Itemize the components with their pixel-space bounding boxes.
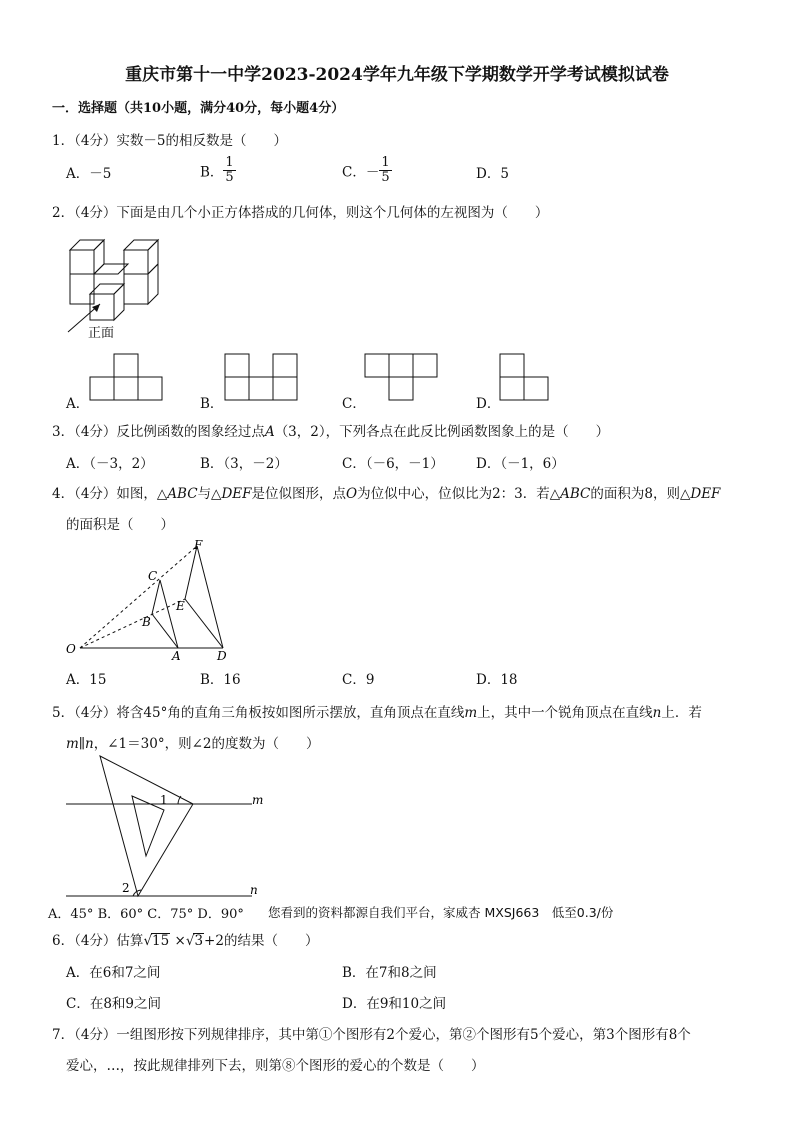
question-5-line2: m∥n，∠1＝30°，则∠2的度数为（ ） xyxy=(66,736,320,752)
q2-option-d: D． xyxy=(476,396,501,412)
q2-option-a-figure xyxy=(90,353,165,401)
q4-option-a: A．15 xyxy=(66,672,107,688)
q4-label-o: O xyxy=(66,642,76,656)
q5-line-m-label: m xyxy=(252,793,264,807)
q4-label-b: B xyxy=(142,615,151,629)
q3-option-b: B．（3，－2） xyxy=(200,456,288,472)
q6-option-c: C．在8和9之间 xyxy=(66,996,162,1012)
q4-label-d: D xyxy=(217,649,227,663)
q3-option-d: D．（－1，6） xyxy=(476,456,565,472)
q5-line-n-label: n xyxy=(250,883,258,897)
q4-label-f: F xyxy=(194,538,203,552)
q6-option-d: D．在9和10之间 xyxy=(342,996,447,1012)
q4-option-b: B．16 xyxy=(200,672,241,688)
q2-cube-figure xyxy=(60,232,170,344)
q6-option-b: B．在7和8之间 xyxy=(342,965,437,981)
question-4-line2: 的面积是（ ） xyxy=(66,517,174,533)
q4-label-a: A xyxy=(172,649,181,663)
q1-option-c: C．－ $\frac{1}{5}$ xyxy=(342,155,390,185)
q5-angle-1-label: 1 xyxy=(160,793,168,807)
q4-label-e: E xyxy=(176,599,185,613)
question-5: 5．（4分）将含45°角的直角三角板按如图所示摆放，直角顶点在直线m上，其中一个锐角顶点在直线n上．若 xyxy=(52,705,702,721)
question-2: 2．（4分）下面是由几个小正方体搭成的几何体，则这个几何体的左视图为（ ） xyxy=(52,205,549,221)
q5-set-square-figure xyxy=(60,752,270,902)
q2-option-b: B． xyxy=(200,396,224,412)
q2-option-d-figure xyxy=(500,353,550,401)
q4-similar-triangles-figure xyxy=(60,538,250,663)
q2-option-a: A． xyxy=(66,396,90,412)
q4-option-c: C．9 xyxy=(342,672,375,688)
question-1: 1．（4分）实数－5的相反数是（ ） xyxy=(52,133,288,149)
question-4: 4．（4分）如图，△ABC与△DEF是位似图形，点O为位似中心，位似比为2：3．若△ABC的面积为8，则△DEF xyxy=(52,486,721,502)
question-7-line2: 爱心，…，按此规律排列下去，则第⑧个图形的爱心的个数是（ ） xyxy=(66,1058,485,1074)
q2-front-label: 正面 xyxy=(88,326,115,341)
watermark-notice: 您看到的资料都源自我们平台，家威杏 MXSJ663 低至0.3/份 xyxy=(268,905,614,920)
q4-label-c: C xyxy=(148,569,158,583)
q3-option-c: C．（－6，－1） xyxy=(342,456,444,472)
section-header: 一．选择题（共10小题，满分40分，每小题4分） xyxy=(52,101,345,116)
q1-option-b: B． $\frac{1}{5}$ xyxy=(200,155,234,185)
q5-options: A．45° B．60° C．75° D．90° xyxy=(48,907,244,922)
question-6: 6．（4分）估算√15 ×√3+2的结果（ ） xyxy=(52,933,319,949)
q2-option-c: C． xyxy=(342,396,366,412)
question-3: 3．（4分）反比例函数的图象经过点A（3，2），下列各点在此反比例函数图象上的是（ ） xyxy=(52,424,610,440)
q1-option-a: A．－5 xyxy=(66,166,112,182)
page-title: 重庆市第十一中学2023-2024学年九年级下学期数学开学考试模拟试卷 xyxy=(125,65,669,85)
q4-option-d: D．18 xyxy=(476,672,518,688)
q1-option-d: D．5 xyxy=(476,166,509,182)
q2-option-c-figure xyxy=(365,353,440,401)
question-7: 7．（4分）一组图形按下列规律排序，其中第①个图形有2个爱心，第②个图形有5个爱心，第3个图形有8个 xyxy=(52,1027,691,1043)
q3-option-a: A．（－3，2） xyxy=(66,456,154,472)
q6-option-a: A．在6和7之间 xyxy=(66,965,161,981)
q5-angle-2-label: 2 xyxy=(122,881,130,895)
q2-option-b-figure xyxy=(225,353,300,401)
